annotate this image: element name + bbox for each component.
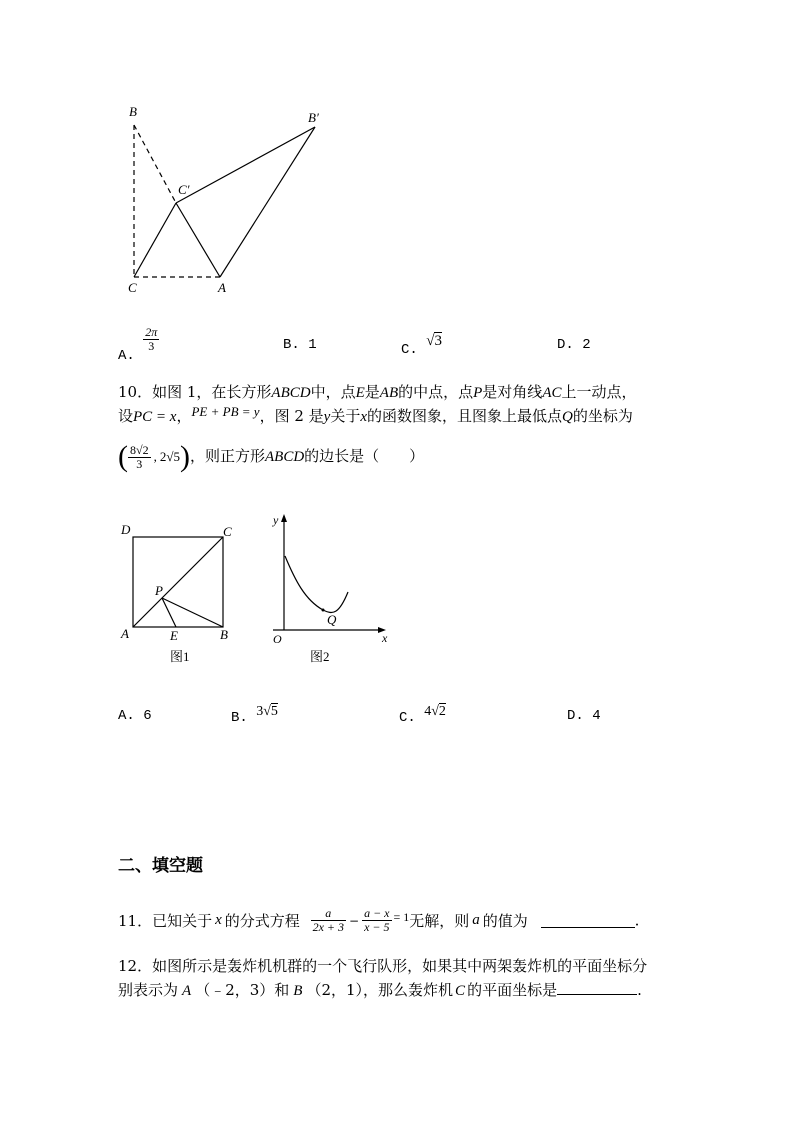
q10-var-ac: AC <box>542 385 562 401</box>
q11-text: 11．已知关于 <box>118 912 213 930</box>
q11-end: . <box>634 911 640 930</box>
q10-text: 设 <box>118 407 134 425</box>
q10-text: 的中点，点 <box>398 383 474 401</box>
q9-option-a-fraction <box>143 326 159 353</box>
q9-option-c-sqrt: √3 <box>426 333 442 349</box>
segment-a-b-prime <box>220 127 315 277</box>
fig1-label-b: B <box>220 627 228 642</box>
q12-var-c: C <box>455 983 466 999</box>
q10-var-abcd: ABCD <box>265 449 305 465</box>
q12-text: 别表示为 <box>118 981 179 999</box>
q10-option-d[interactable]: D. 4 <box>567 708 601 724</box>
q10-text: 关于 <box>330 407 361 425</box>
fig1-label-c: C <box>223 524 232 539</box>
q10-text: ，图 2 是 <box>259 407 324 425</box>
q10-option-c-value: 4√2 <box>424 704 446 719</box>
q10-option-c[interactable] <box>399 704 446 726</box>
q9-option-a[interactable] <box>118 325 159 365</box>
q11-fraction-1 <box>311 907 346 934</box>
q10-text: 是对角线 <box>482 383 543 401</box>
q11-answer-blank[interactable] <box>541 913 635 928</box>
q11-f2-numerator: a − x <box>364 906 390 920</box>
q9-option-a-numerator: 2π <box>145 325 158 339</box>
q11-f1-denominator: 2x + 3 <box>312 920 344 934</box>
q12-answer-blank[interactable] <box>557 980 637 995</box>
q10-coord-y: 2√5 <box>159 449 180 464</box>
q9-option-b[interactable]: B. 1 <box>283 337 317 353</box>
q10-option-c-radicand: 2 <box>438 704 446 719</box>
fig2-label-q: Q <box>327 612 337 627</box>
q9-option-c-label: C. <box>401 342 418 358</box>
q10-var-p: P <box>473 385 483 401</box>
q10-line-2 <box>118 405 633 426</box>
y-axis-arrow <box>281 514 287 522</box>
q10-var-q: Q <box>562 409 573 425</box>
q10-option-b-value: 3√5 <box>256 704 278 719</box>
fig2-caption: 图2 <box>310 649 330 664</box>
q10-text: 的函数图象，且图象上最低点 <box>367 407 563 425</box>
q10-var-abcd: ABCD <box>271 385 311 401</box>
q11-var-x: x <box>215 912 222 928</box>
q10-option-c-label: C. <box>399 710 416 726</box>
q12-text: 的平面坐标是 <box>467 981 558 999</box>
segment-c-prime-a <box>176 203 220 277</box>
fig1-caption: 图1 <box>170 649 190 664</box>
figure-rotation-triangle <box>118 100 333 300</box>
function-curve <box>285 556 348 612</box>
q12-text: （2，1），那么轰炸机 <box>306 981 454 999</box>
q12-var-a: A <box>182 983 192 999</box>
q10-text: 中，点 <box>310 383 356 401</box>
q9-option-c[interactable] <box>401 333 442 358</box>
fig1-label-d: D <box>121 522 131 537</box>
q10-line-1 <box>118 381 637 402</box>
diagonal-ac <box>133 537 223 627</box>
fig1-label-a: A <box>121 626 129 641</box>
q10-var-e: E <box>355 385 365 401</box>
q12-end: . <box>637 981 642 999</box>
q10-text: ，则正方形 <box>189 447 265 465</box>
q10-var-ab: AB <box>379 385 399 401</box>
q9-option-a-label: A. <box>118 348 135 365</box>
q9-option-c-radicand: 3 <box>434 333 442 349</box>
segment-c-c-prime <box>134 203 176 277</box>
q9-option-a-denominator: 3 <box>148 339 155 353</box>
q10-eq-pc: PC = x <box>133 409 177 425</box>
q10-coordinate: ( $\frac{8√2}{3}$ , 2√5) <box>118 440 190 473</box>
q10-option-b-coef: 3 <box>256 704 264 719</box>
segment-c-prime-b-prime <box>176 127 315 203</box>
q10-text: 上一动点， <box>561 383 637 401</box>
q11-fraction-2 <box>362 907 391 934</box>
q10-option-c-coef: 4 <box>424 704 432 719</box>
label-c-prime: C′ <box>178 182 190 197</box>
q11-minus: − <box>349 913 360 928</box>
fig2-label-o: O <box>273 632 282 646</box>
q10-coord-denominator: 3 <box>136 456 143 471</box>
q10-text: 的坐标为 <box>572 407 633 425</box>
q12-line-2 <box>118 979 642 1000</box>
q10-line-3 <box>118 440 424 474</box>
figure-2-graph <box>265 510 395 670</box>
q11-var-a: a <box>472 912 480 928</box>
segment-b-c-prime-dashed <box>134 125 176 203</box>
q10-eq-pe-pb: PE + PB = y <box>191 404 260 419</box>
q10-option-a[interactable]: A. 6 <box>118 708 152 724</box>
q12-var-b: B <box>293 983 303 999</box>
segment-p-b <box>162 598 223 627</box>
q11-line <box>118 907 639 934</box>
q11-f1-numerator: a <box>311 907 346 921</box>
q11-text: 无解，则 <box>409 912 470 930</box>
figure-1-square <box>115 518 245 668</box>
q11-text: 的值为 <box>482 912 528 930</box>
q12-line-1: 12．如图所示是轰炸机机群的一个飞行队形，如果其中两架轰炸机的平面坐标分 <box>118 957 648 975</box>
q10-coord-sep: , <box>153 449 157 464</box>
fig2-label-y: y <box>273 513 279 527</box>
fig1-label-p: P <box>155 583 163 598</box>
q10-option-b-radicand: 5 <box>270 704 278 719</box>
segment-p-e <box>162 598 176 627</box>
label-a: A <box>218 280 226 295</box>
q10-var-y: y <box>323 409 331 425</box>
q10-text: 10．如图 1，在长方形 <box>118 383 272 401</box>
q10-var-x: x <box>360 409 368 425</box>
q11-equals: = 1 <box>393 909 410 924</box>
q10-coord-fraction <box>128 444 151 471</box>
q10-text: 的边长是（ ） <box>304 447 425 465</box>
fig1-label-e: E <box>170 628 178 643</box>
q11-f2-denominator: x − 5 <box>364 920 390 934</box>
label-b-prime: B′ <box>308 110 319 125</box>
q9-option-d[interactable]: D. 2 <box>557 337 591 353</box>
q10-option-b[interactable] <box>231 704 278 726</box>
point-q <box>322 609 325 612</box>
q10-text: 是 <box>364 383 380 401</box>
label-b: B <box>129 104 137 119</box>
q11-text: 的分式方程 <box>224 912 300 930</box>
fig2-label-x: x <box>382 631 388 645</box>
q10-text: ， <box>176 407 192 425</box>
label-c: C <box>128 280 137 295</box>
q12-text: （﹣2，3）和 <box>195 981 290 999</box>
section-title: 二、填空题 <box>118 856 203 876</box>
q10-coord-numerator: 8√2 <box>130 442 149 457</box>
q10-option-b-label: B. <box>231 710 248 726</box>
